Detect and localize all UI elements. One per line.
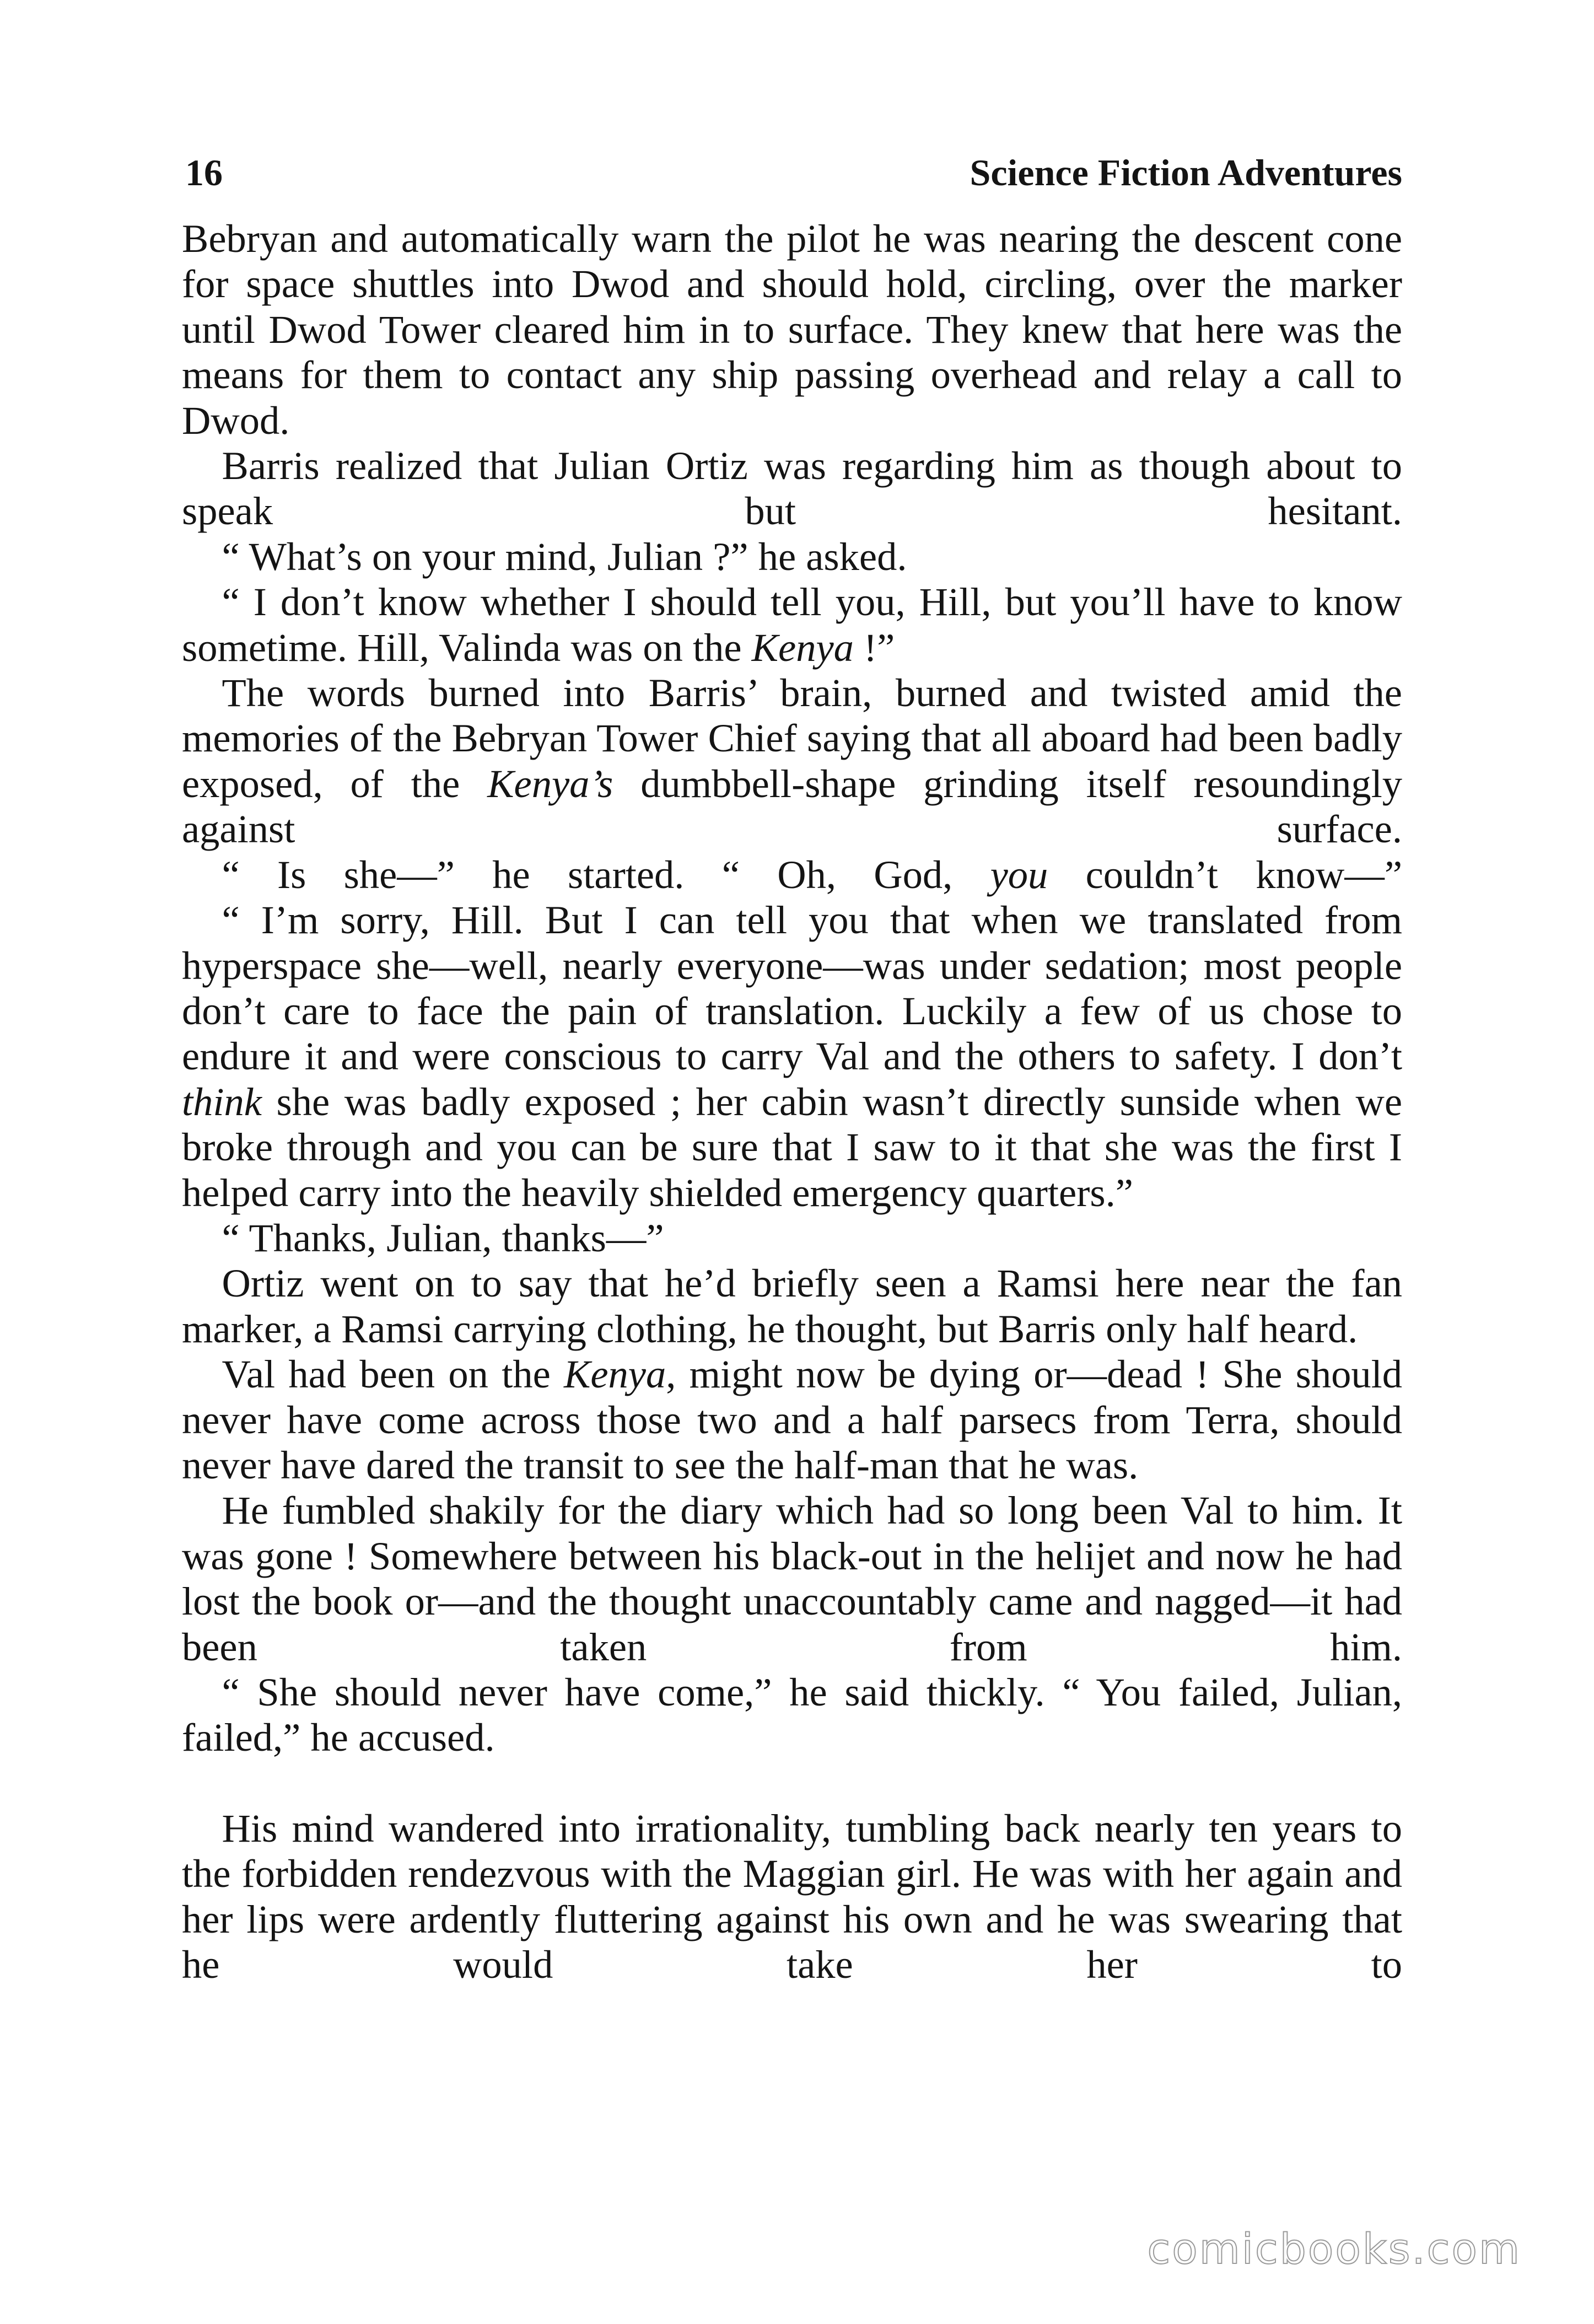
text-run: she was badly exposed ; her cabin wasn’t directly sunside when we broke through and you can be sure that I saw to it that she was the first I helped carry into the heavily shielded emergency quarters.”: [182, 1079, 1402, 1215]
italic-text: think: [182, 1079, 262, 1124]
paragraph: [182, 852, 1402, 897]
text-run: Barris realized that Julian Ortiz was regarding him as though about to speak but hesitant.: [182, 443, 1402, 534]
text-run: His mind wandered into irrationality, tumbling back nearly ten years to the forbidden rendezvous with the Maggian girl. He was with her again and her lips were ardently fluttering against his own and he was swearing that he would take her to: [182, 1805, 1402, 1987]
text-run: Val had been on the: [222, 1352, 564, 1397]
book-page: [182, 142, 1402, 1987]
italic-text: Kenya: [564, 1352, 666, 1397]
paragraph: [182, 1261, 1402, 1352]
text-run: Bebryan and automatically warn the pilot he was nearing the descent cone for space shuttles into Dwod and should hold, circling, over the marker until Dwod Tower cleared him in to surface. They knew that here was the means for them to contact any ship passing overhead and relay a call to Dwod.: [182, 216, 1402, 443]
watermark: comicbooks.com: [1147, 2224, 1521, 2273]
paragraph: [182, 1806, 1402, 1988]
text-run: He fumbled shakily for the diary which had so long been Val to him. It was gone ! Somewhere between his black-out in the helijet and now he had lost the book or—and the thought unaccountably came and nagged—it had been taken from him.: [182, 1488, 1402, 1669]
paragraph: [182, 579, 1402, 670]
paragraph: [182, 216, 1402, 443]
text-run: dumbbell-shape grinding itself resoundingly against surface.: [182, 761, 1402, 852]
text-run: Ortiz went on to say that he’d briefly seen a Ramsi here near the fan marker, a Ramsi carrying clothing, he thought, but Barris only half heard.: [182, 1261, 1402, 1351]
text-run: “ She should never have come,” he said thickly. “ You failed, Julian, failed,” he accused.: [182, 1670, 1402, 1760]
running-head: [182, 142, 1402, 203]
italic-text: you: [990, 852, 1048, 897]
text-run: “ Thanks, Julian, thanks—”: [222, 1215, 664, 1260]
paragraph: [182, 443, 1402, 534]
journal-title: Science Fiction Adventures: [970, 152, 1402, 193]
paragraph: [182, 1352, 1402, 1488]
italic-text: Kenya: [751, 625, 854, 670]
paragraph: [182, 670, 1402, 852]
text-run: The words burned into Barris’ brain, burned and twisted amid the memories of the Bebryan Tower Chief saying that all aboard had been badly exposed, of the: [182, 670, 1402, 806]
text-run: “ I don’t know whether I should tell you, Hill, but you’ll have to know sometime. Hill, Valinda was on the: [182, 579, 1402, 670]
body-text: [182, 216, 1402, 1987]
paragraph: [182, 1215, 1402, 1261]
text-run: !”: [853, 625, 895, 670]
page-number: 16: [185, 152, 223, 193]
text-run: “ I’m sorry, Hill. But I can tell you that when we translated from hyperspace she—well, nearly everyone—was under sedation; most people don’t care to face the pain of translation. Luckily a few of us chose to endure it and were conscious to carry Val and the others to safety. I don’t: [182, 897, 1402, 1079]
text-run: “ Is she—” he started. “ Oh, God,: [222, 852, 990, 897]
paragraph: [182, 534, 1402, 579]
italic-text: Kenya’s: [487, 761, 613, 806]
text-run: “ What’s on your mind, Julian ?” he asked.: [222, 534, 907, 579]
paragraph: [182, 1488, 1402, 1670]
paragraph: [182, 897, 1402, 1215]
paragraph: [182, 1670, 1402, 1761]
text-run: couldn’t know—”: [1048, 852, 1402, 897]
text-run: , might now be dying or—dead ! She should never have come across those two and a half parsecs from Terra, should never have dared the transit to see the half-man that he was.: [182, 1352, 1402, 1487]
